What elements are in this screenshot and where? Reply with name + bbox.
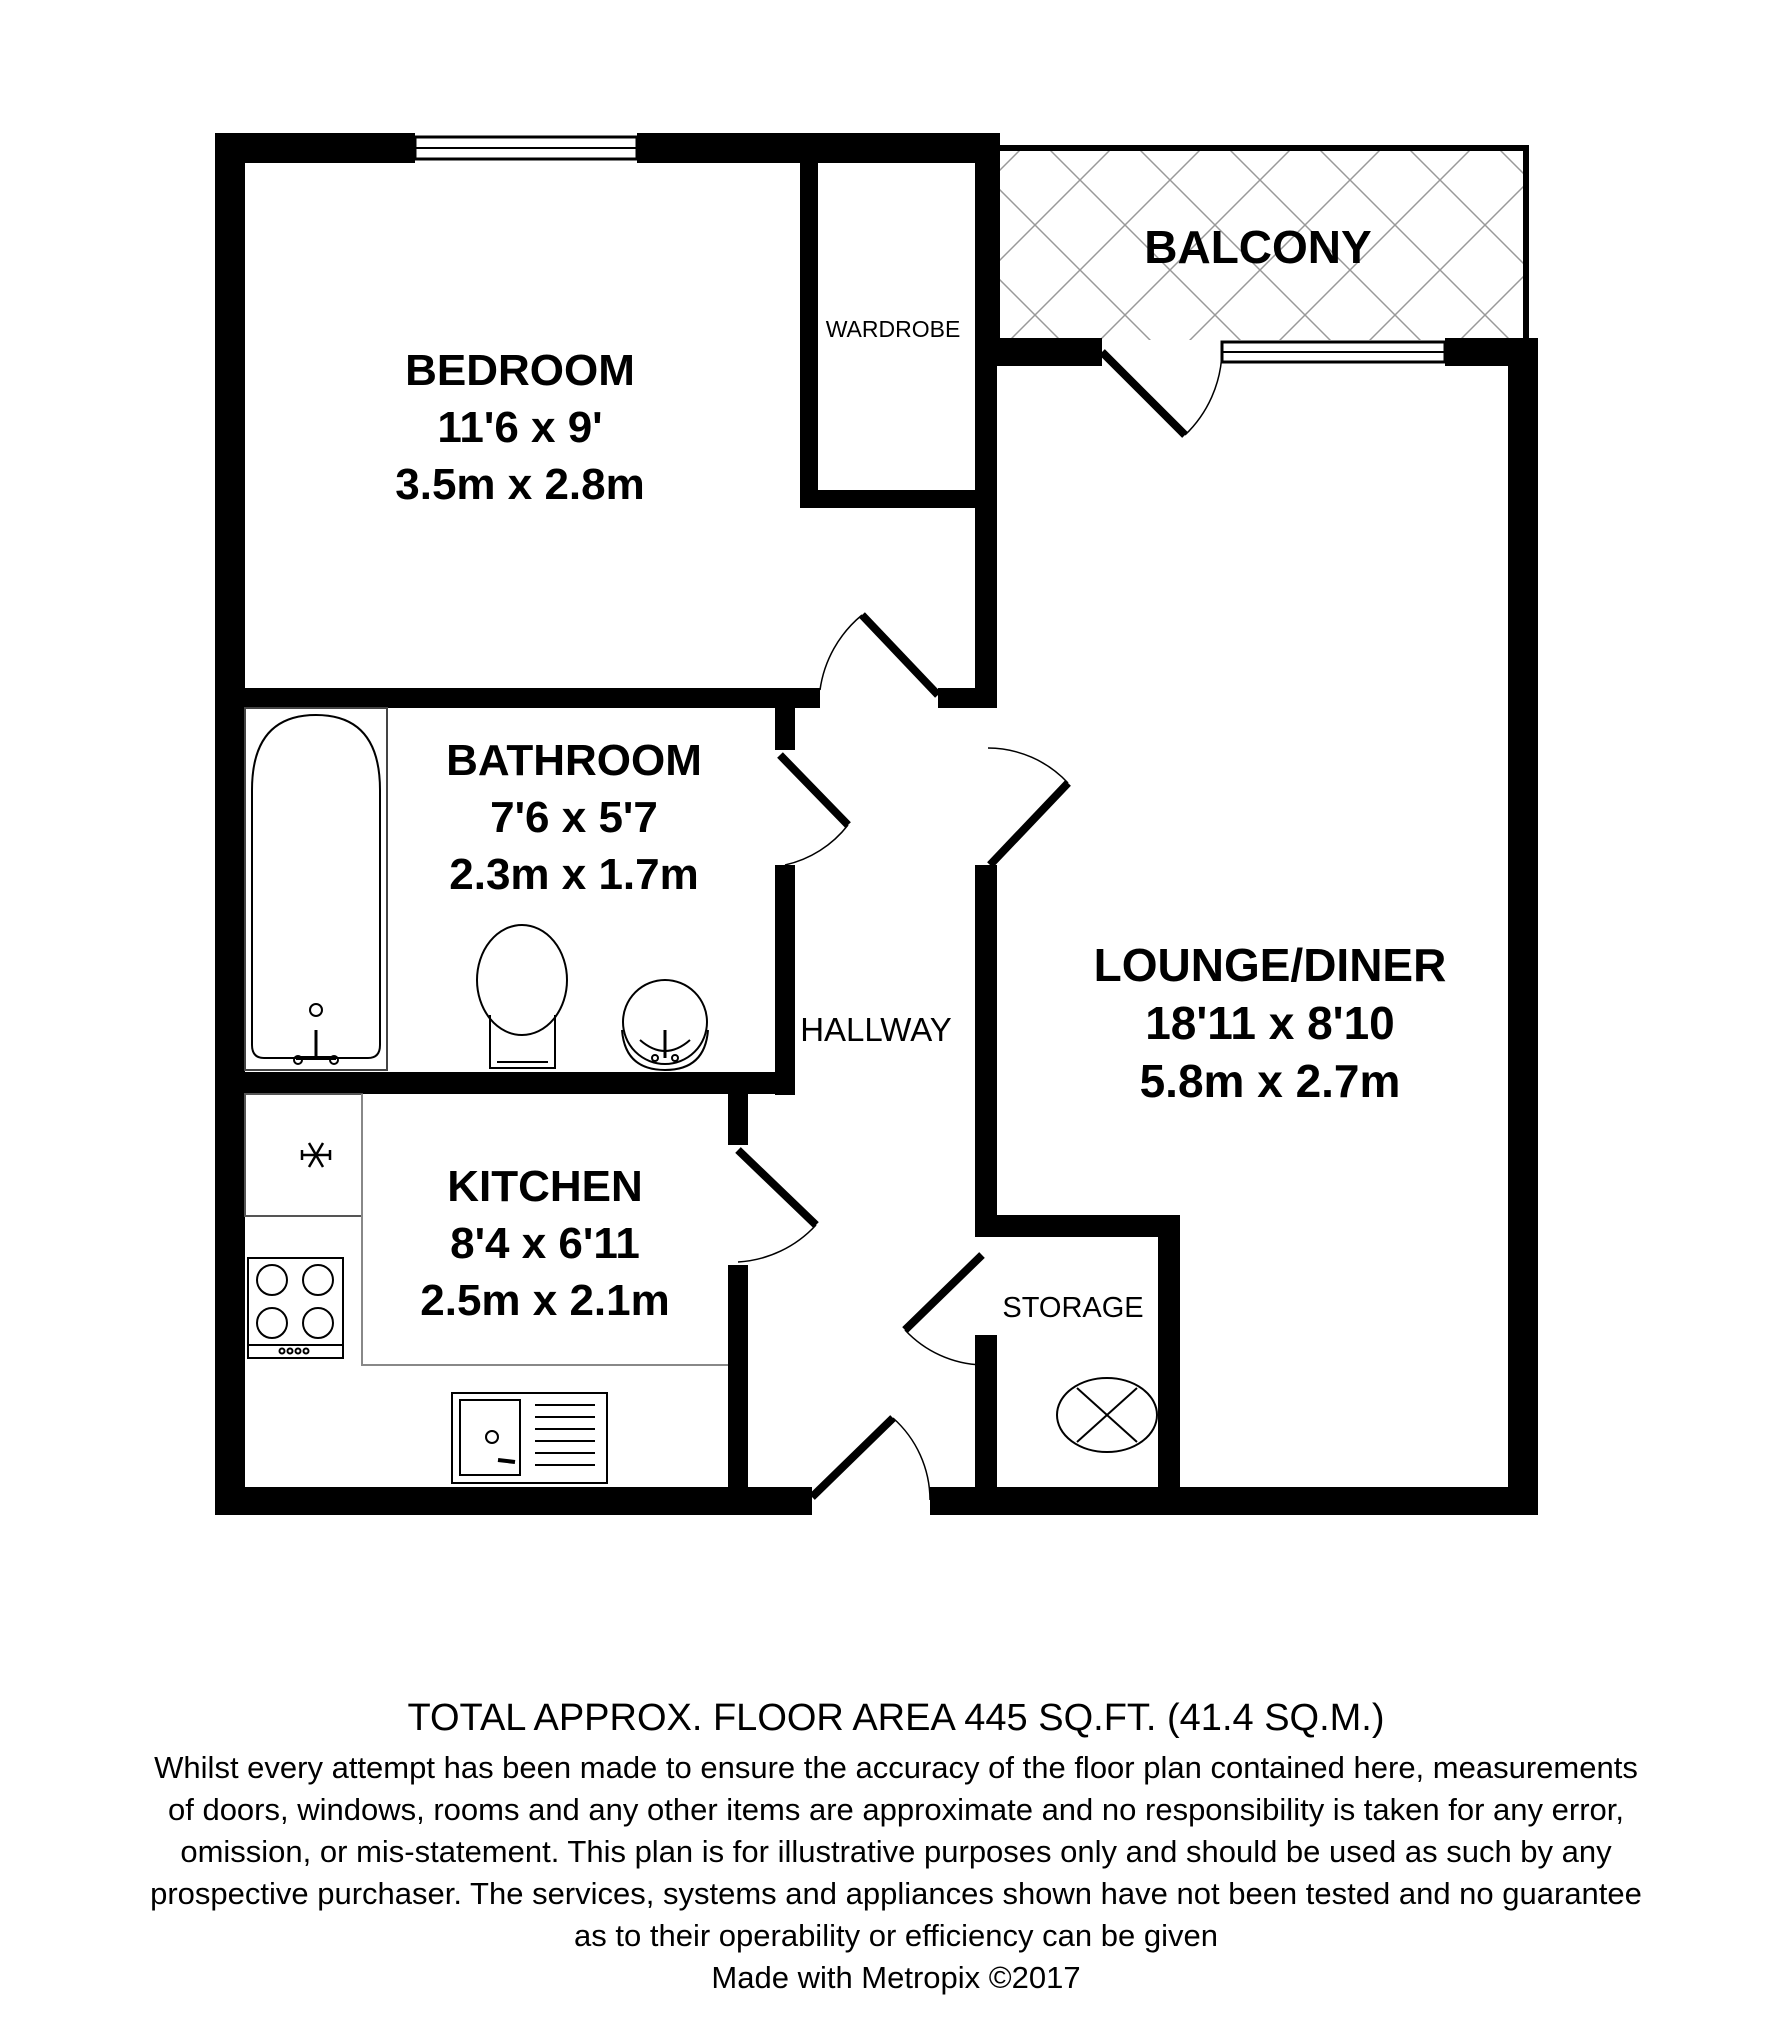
lounge-name: LOUNGE/DINER <box>1093 939 1447 991</box>
fixtures <box>245 708 1157 1483</box>
bedroom-imperial: 11'6 x 9' <box>437 403 603 452</box>
toilet-icon <box>477 925 567 1068</box>
disclaimer-line: as to their operability or efficiency can be given <box>574 1918 1218 1953</box>
disclaimer-line: Whilst every attempt has been made to ensure the accuracy of the floor plan contained here, measurements <box>154 1750 1638 1785</box>
credit: Made with Metropix ©2017 <box>711 1960 1081 1995</box>
sink-icon <box>452 1393 607 1483</box>
bathtub-icon <box>245 708 387 1070</box>
water-cylinder-icon <box>1057 1378 1157 1452</box>
bathroom-name: BATHROOM <box>446 736 702 785</box>
disclaimer-line: omission, or mis-statement. This plan is for illustrative purposes only and should be used as such by any <box>180 1834 1612 1869</box>
lounge-metric: 5.8m x 2.7m <box>1139 1055 1401 1107</box>
room-labels <box>395 221 1446 1325</box>
total-floor-area: TOTAL APPROX. FLOOR AREA 445 SQ.FT. (41.4 SQ.M.) <box>407 1697 1385 1739</box>
footer <box>0 1695 1792 1999</box>
disclaimer-line: of doors, windows, rooms and any other items are approximate and no responsibility is taken for any error, <box>167 1792 1624 1827</box>
bathroom-imperial: 7'6 x 5'7 <box>490 793 658 842</box>
wardrobe-label: WARDROBE <box>825 316 961 342</box>
hallway-label: HALLWAY <box>800 1011 952 1048</box>
storage-label: STORAGE <box>1002 1292 1144 1324</box>
kitchen-metric: 2.5m x 2.1m <box>420 1276 670 1325</box>
fridge-icon <box>245 1094 362 1216</box>
kitchen-imperial: 8'4 x 6'11 <box>450 1219 640 1268</box>
hob-icon <box>248 1258 343 1358</box>
disclaimer <box>0 1747 1792 1957</box>
disclaimer-line: prospective purchaser. The services, systems and appliances shown have not been tested and no guarantee <box>150 1876 1642 1911</box>
balcony-name: BALCONY <box>1144 221 1372 273</box>
bathroom-metric: 2.3m x 1.7m <box>449 850 699 899</box>
lounge-imperial: 18'11 x 8'10 <box>1145 997 1395 1049</box>
basin-icon <box>622 980 708 1070</box>
kitchen-name: KITCHEN <box>447 1162 643 1211</box>
bedroom-metric: 3.5m x 2.8m <box>395 460 645 509</box>
bedroom-name: BEDROOM <box>405 346 635 395</box>
